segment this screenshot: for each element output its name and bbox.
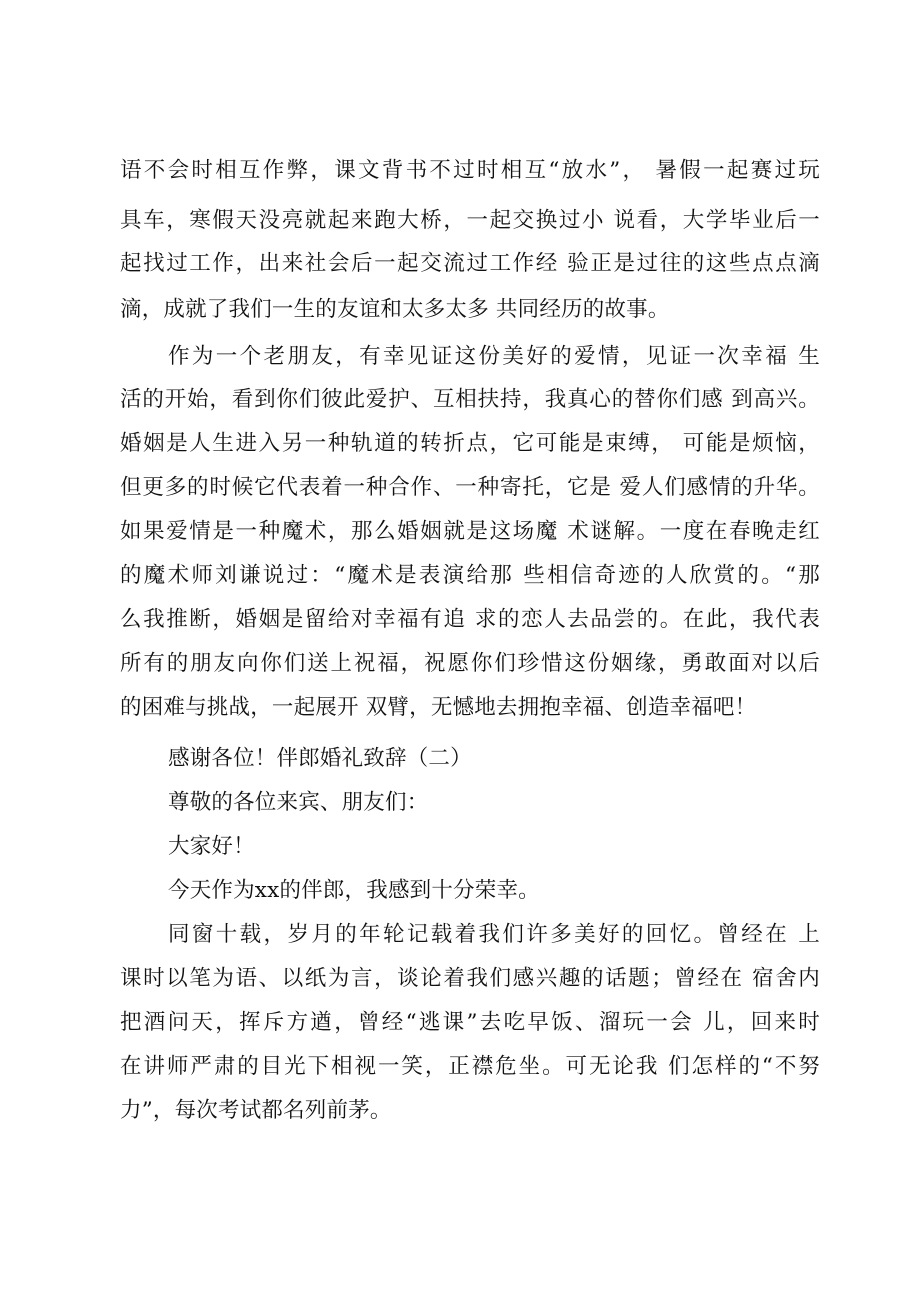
text-line: 语不会时相互作弊，课文背书不过时相互“放水”， 暑假一起赛过玩	[120, 158, 820, 183]
text-line: 的魔术师刘谦说过：“魔术是表演给那 些相信奇迹的人欣赏的。“那	[120, 563, 820, 588]
paragraph-first-line: 作为一个老朋友，有幸见证这份美好的爱情，见证一次幸福 生	[168, 344, 820, 369]
text-line: 滴，成就了我们一生的友谊和太多太多 共同经历的故事。	[120, 297, 670, 322]
text-line: 力”，每次考试都名列前茅。	[120, 1098, 392, 1123]
text-line: 所有的朋友向你们送上祝福，祝愿你们珍惜这份姻缘，勇敢面对以后	[120, 651, 820, 676]
text-line: 活的开始，看到你们彼此爱护、互相扶持，我真心的替你们感 到高兴。	[120, 387, 820, 412]
text-line: 在讲师严肃的目光下相视一笑，正襟危坐。可无论我 们怎样的“不努	[120, 1054, 820, 1079]
text-line: 如果爱情是一种魔术，那么婚姻就是这场魔 术谜解。一度在春晚走红	[120, 519, 820, 544]
section-heading: 感谢各位！伴郎婚礼致辞（二）	[168, 746, 472, 771]
text-line: 但更多的时候它代表着一种合作、一种寄托，它是 爱人们感情的升华。	[120, 475, 820, 500]
greeting: 大家好！	[168, 834, 255, 859]
text-line: 么我推断，婚姻是留给对幸福有追 求的恋人去品尝的。在此，我代表	[120, 607, 820, 632]
text-line: 起找过工作，出来社会后一起交流过工作经 验正是过往的这些点点滴	[120, 251, 820, 276]
text-line: 今天作为xx的伴郎，我感到十分荣幸。	[168, 878, 540, 903]
paragraph-first-line: 同窗十载，岁月的年轮记载着我们许多美好的回忆。曾经在 上	[168, 922, 820, 947]
text-line: 课时以笔为语、以纸为言，谈论着我们感兴趣的话题；曾经在 宿舍内	[120, 966, 820, 991]
text-line: 具车，寒假天没亮就起来跑大桥，一起交换过小 说看，大学毕业后一	[120, 208, 820, 233]
text-line: 的困难与挑战，一起展开 双臂，无憾地去拥抱幸福、创造幸福吧！	[120, 695, 757, 720]
salutation: 尊敬的各位来宾、朋友们：	[168, 790, 429, 815]
text-line: 婚姻是人生进入另一种轨道的转折点，它可能是束缚， 可能是烦恼，	[120, 431, 820, 456]
text-line: 把酒问天，挥斥方遒，曾经“逃课”去吃早饭、溜玩一会 儿，回来时	[120, 1010, 820, 1035]
